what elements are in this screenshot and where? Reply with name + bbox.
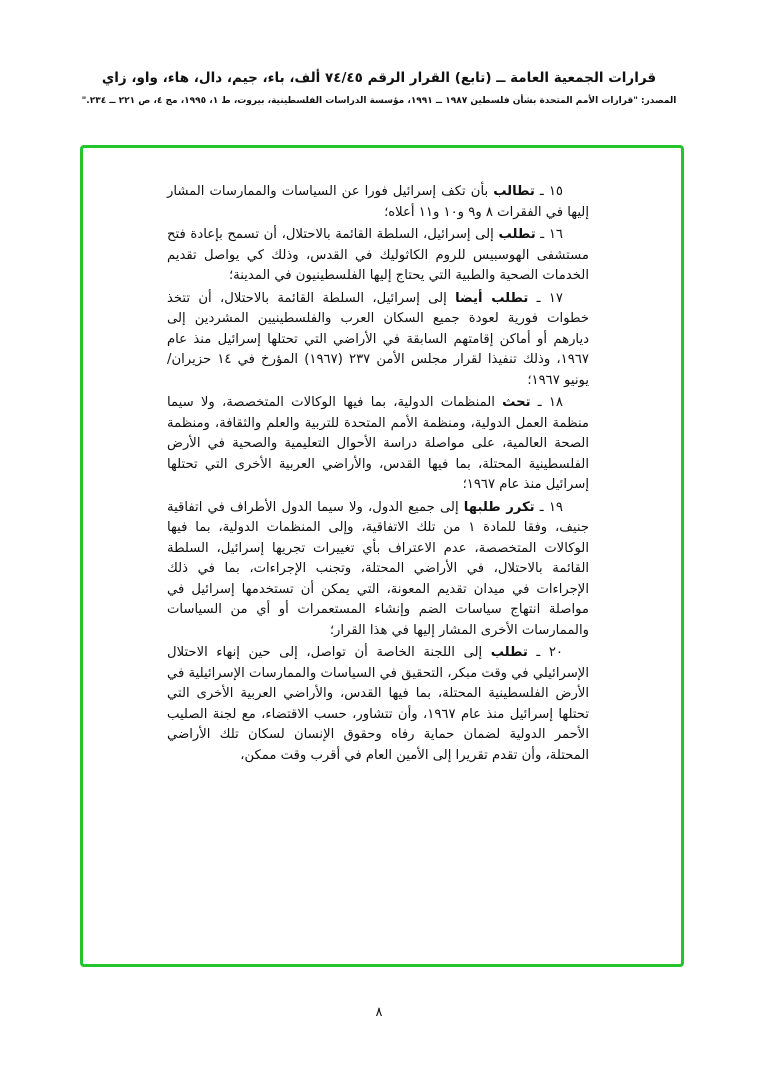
page-header bbox=[0, 70, 758, 106]
page-number: ٨ bbox=[375, 1005, 383, 1020]
paragraph-lead: تطالب bbox=[493, 184, 535, 199]
paragraph-lead: تكرر طلبها bbox=[463, 499, 535, 515]
paragraph-body: إلى اللجنة الخاصة أن تواصل، إلى حين إنهاء الاحتلال الإسرائيلي في وقت مبكر، التحقيق في السياسات والممارسات الإسرائيلية في الأرض الفلسطينية المحتلة، بما فيها القدس، والأراضي العربية الأخرى التي تحتلها إسرائيل منذ عام ١٩٦٧، وأن تتشاور، حسب الاقتضاء، مع لجنة الصليب الأحمر الدولية لضمان حماية رفاه وحقوق الإنسان لسكان تلك الأراضي المحتلة، وأن تقدم تقريرا إلى الأمين العام في أقرب وقت ممكن، bbox=[167, 645, 589, 763]
paragraph-16 bbox=[167, 225, 589, 287]
paragraph-number: ١٧ bbox=[548, 290, 563, 306]
paragraph-19 bbox=[167, 498, 589, 642]
paragraph-lead: تحث bbox=[502, 395, 531, 410]
paragraph-17 bbox=[167, 289, 589, 392]
resolution-text-column bbox=[167, 182, 589, 768]
paragraph-lead: تطلب bbox=[490, 645, 528, 660]
paragraph-20 bbox=[167, 643, 589, 766]
paragraph-body: إلى إسرائيل، السلطة القائمة بالاحتلال، أن تسمح بإعادة فتح مستشفى الهوسبيس للروم الكاثوليك في القدس، وذلك كي يواصل تقديم الخدمات الصحية والطبية التي يحتاج إليها الفلسطينيون في المدينة؛ bbox=[167, 227, 589, 283]
paragraph-number: ٢٠ bbox=[548, 645, 563, 660]
paragraph-lead: تطلب أيضا bbox=[455, 290, 529, 306]
paragraph-body: بأن تكف إسرائيل فورا عن السياسات والممارسات المشار إليها في الفقرات ٨ و٩ و١٠ و١١ أعلاه؛ bbox=[167, 184, 589, 220]
paragraph-separator: ـ bbox=[539, 499, 544, 515]
paragraph-separator: ـ bbox=[537, 395, 542, 410]
paragraph-body: المنظمات الدولية، بما فيها الوكالات المتخصصة، ولا سيما منظمة العمل الدولية، ومنظمة الأمم المتحدة للتربية والعلم والثقافة، ومنظمة الصحة العالمية، على مواصلة دراسة الأحوال التعليمية والصحية في الأرض الفلسطينية المحتلة، بما فيها القدس، والأراضي العربية الأخرى التي تحتلها إسرائيل منذ عام ١٩٦٧؛ bbox=[167, 395, 589, 492]
paragraph-number: ١٥ bbox=[548, 184, 563, 199]
paragraph-number: ١٦ bbox=[548, 227, 563, 242]
paragraph-number: ١٩ bbox=[548, 499, 564, 515]
paragraph-separator: ـ bbox=[539, 184, 544, 199]
paragraph-lead: تطلب bbox=[498, 227, 536, 242]
paragraph-separator: ـ bbox=[540, 227, 545, 242]
paragraph-18 bbox=[167, 393, 589, 496]
paragraph-separator: ـ bbox=[536, 290, 541, 306]
paragraph-separator: ـ bbox=[536, 645, 541, 660]
paragraph-body: إلى إسرائيل، السلطة القائمة بالاحتلال، أن تتخذ خطوات فورية لعودة جميع السكان العرب والفلسطينيين المشردين إلى ديارهم أو أماكن إقامتهم السابقة في الأراضي التي تحتلها إسرائيل منذ عام ١٩٦٧، وذلك تنفيذا لقرار مجلس الأمن ٢٣٧ (١٩٦٧) المؤرخ في ١٤ حزيران/يونيو ١٩٦٧؛ bbox=[167, 290, 589, 388]
paragraph-body: إلى جميع الدول، ولا سيما الدول الأطراف في اتفاقية جنيف، وفقا للمادة ١ من تلك الاتفاقية، وإلى المنظمات الدولية، بما فيها الوكالات المتخصصة، عدم الاعتراف بأي تغييرات تجريها إسرائيل، السلطة القائمة بالاحتلال، في الأراضي المحتلة، وتجنب الإجراءات، بما في ذلك الإجراءات في ميدان تقديم المعونة، التي يمكن أن تستخدمها إسرائيل في مواصلة انتهاج سياسات الضم وإنشاء المستعمرات أو أي من السياسات والممارسات الأخرى المشار إليها في هذا القرار؛ bbox=[167, 499, 590, 638]
content-frame bbox=[80, 145, 684, 967]
paragraph-number: ١٨ bbox=[548, 395, 564, 410]
header-source-line: المصدر: "قرارات الأمم المتحدة بشأن فلسطين ١٩٨٧ ــ ١٩٩١، مؤسسة الدراسات الفلسطينية، بيروت، ط ١، ١٩٩٥، مج ٤، ص ٢٢١ ــ ٢٣٤." bbox=[81, 96, 677, 106]
paragraph-15 bbox=[167, 182, 589, 223]
header-title: قرارات الجمعية العامة ــ (تابع) القرار الرقم ٧٤/٤٥ ألف، باء، جيم، دال، هاء، واو، زاي bbox=[101, 70, 657, 86]
